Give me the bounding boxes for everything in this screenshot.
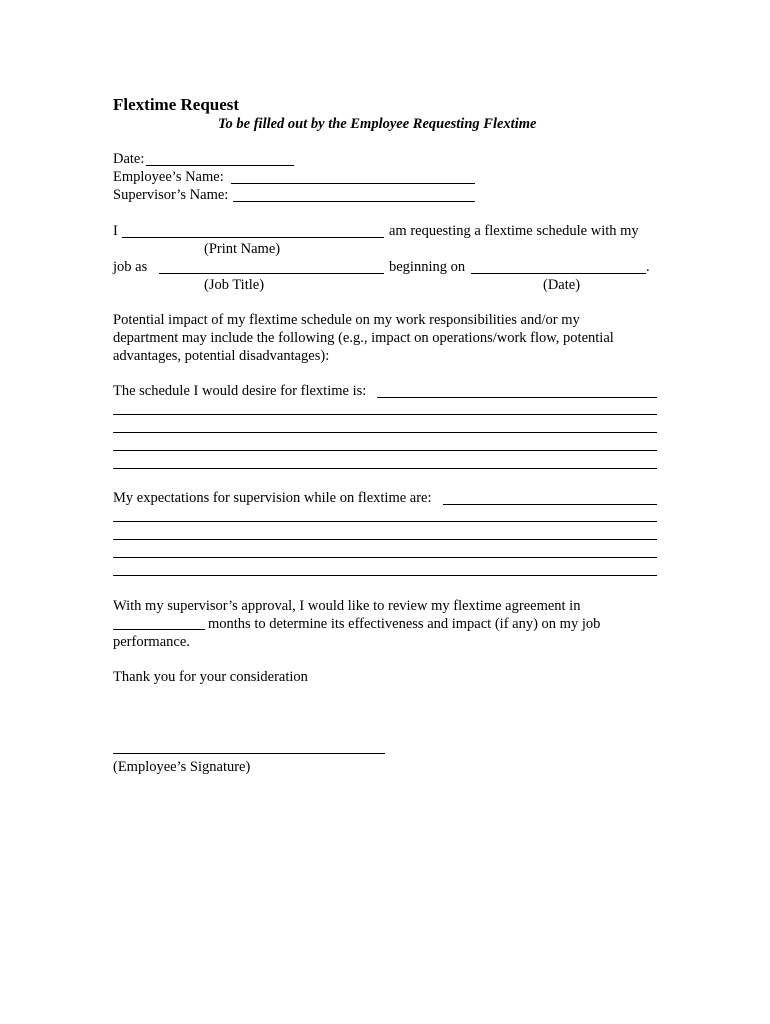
supervision-field-line[interactable] <box>113 539 657 540</box>
schedule-field-line[interactable] <box>113 450 657 451</box>
job-title-caption: (Job Title) <box>204 277 265 293</box>
date-label: Date: <box>113 151 145 167</box>
date-caption: (Date) <box>543 277 581 293</box>
schedule-field-line[interactable] <box>377 397 657 398</box>
supervisor-name-label: Supervisor’s Name: <box>113 187 229 203</box>
signature-caption: (Employee’s Signature) <box>113 759 251 775</box>
schedule-field-line[interactable] <box>113 432 657 433</box>
employee-name-label: Employee’s Name: <box>113 169 224 185</box>
date-field[interactable] <box>146 165 294 166</box>
supervision-label: My expectations for supervision while on flextime are: <box>113 490 432 506</box>
requesting-text: am requesting a flextime schedule with my <box>389 223 639 239</box>
supervision-field-line[interactable] <box>113 521 657 522</box>
schedule-field-line[interactable] <box>113 468 657 469</box>
signature-field[interactable] <box>113 753 385 754</box>
review-line-2: months to determine its effectiveness and impact (if any) on my job <box>208 616 601 632</box>
print-name-field[interactable] <box>122 237 384 238</box>
supervision-field-line[interactable] <box>113 575 657 576</box>
impact-line-2: department may include the following (e.g., impact on operations/work flow, potential <box>113 330 614 346</box>
months-field[interactable] <box>113 629 205 630</box>
job-as-label: job as <box>113 259 148 275</box>
job-title-field[interactable] <box>159 273 384 274</box>
supervision-field-line[interactable] <box>443 504 657 505</box>
period: . <box>646 259 650 275</box>
review-line-3: performance. <box>113 634 190 650</box>
beginning-on-label: beginning on <box>389 259 466 275</box>
begin-date-field[interactable] <box>471 273 646 274</box>
schedule-label: The schedule I would desire for flextime is: <box>113 383 367 399</box>
schedule-field-line[interactable] <box>113 414 657 415</box>
supervision-field-line[interactable] <box>113 557 657 558</box>
review-line-1: With my supervisor’s approval, I would like to review my flextime agreement in <box>113 598 581 614</box>
thank-you-text: Thank you for your consideration <box>113 669 308 685</box>
document-title: Flextime Request <box>113 95 240 114</box>
employee-name-field[interactable] <box>231 183 475 184</box>
print-name-caption: (Print Name) <box>204 241 281 257</box>
supervisor-name-field[interactable] <box>233 201 475 202</box>
impact-line-3: advantages, potential disadvantages): <box>113 348 330 364</box>
impact-line-1: Potential impact of my flextime schedule on my work responsibilities and/or my <box>113 312 580 328</box>
document-subtitle: To be filled out by the Employee Requesting Flextime <box>218 116 537 132</box>
i-label: I <box>113 223 118 239</box>
